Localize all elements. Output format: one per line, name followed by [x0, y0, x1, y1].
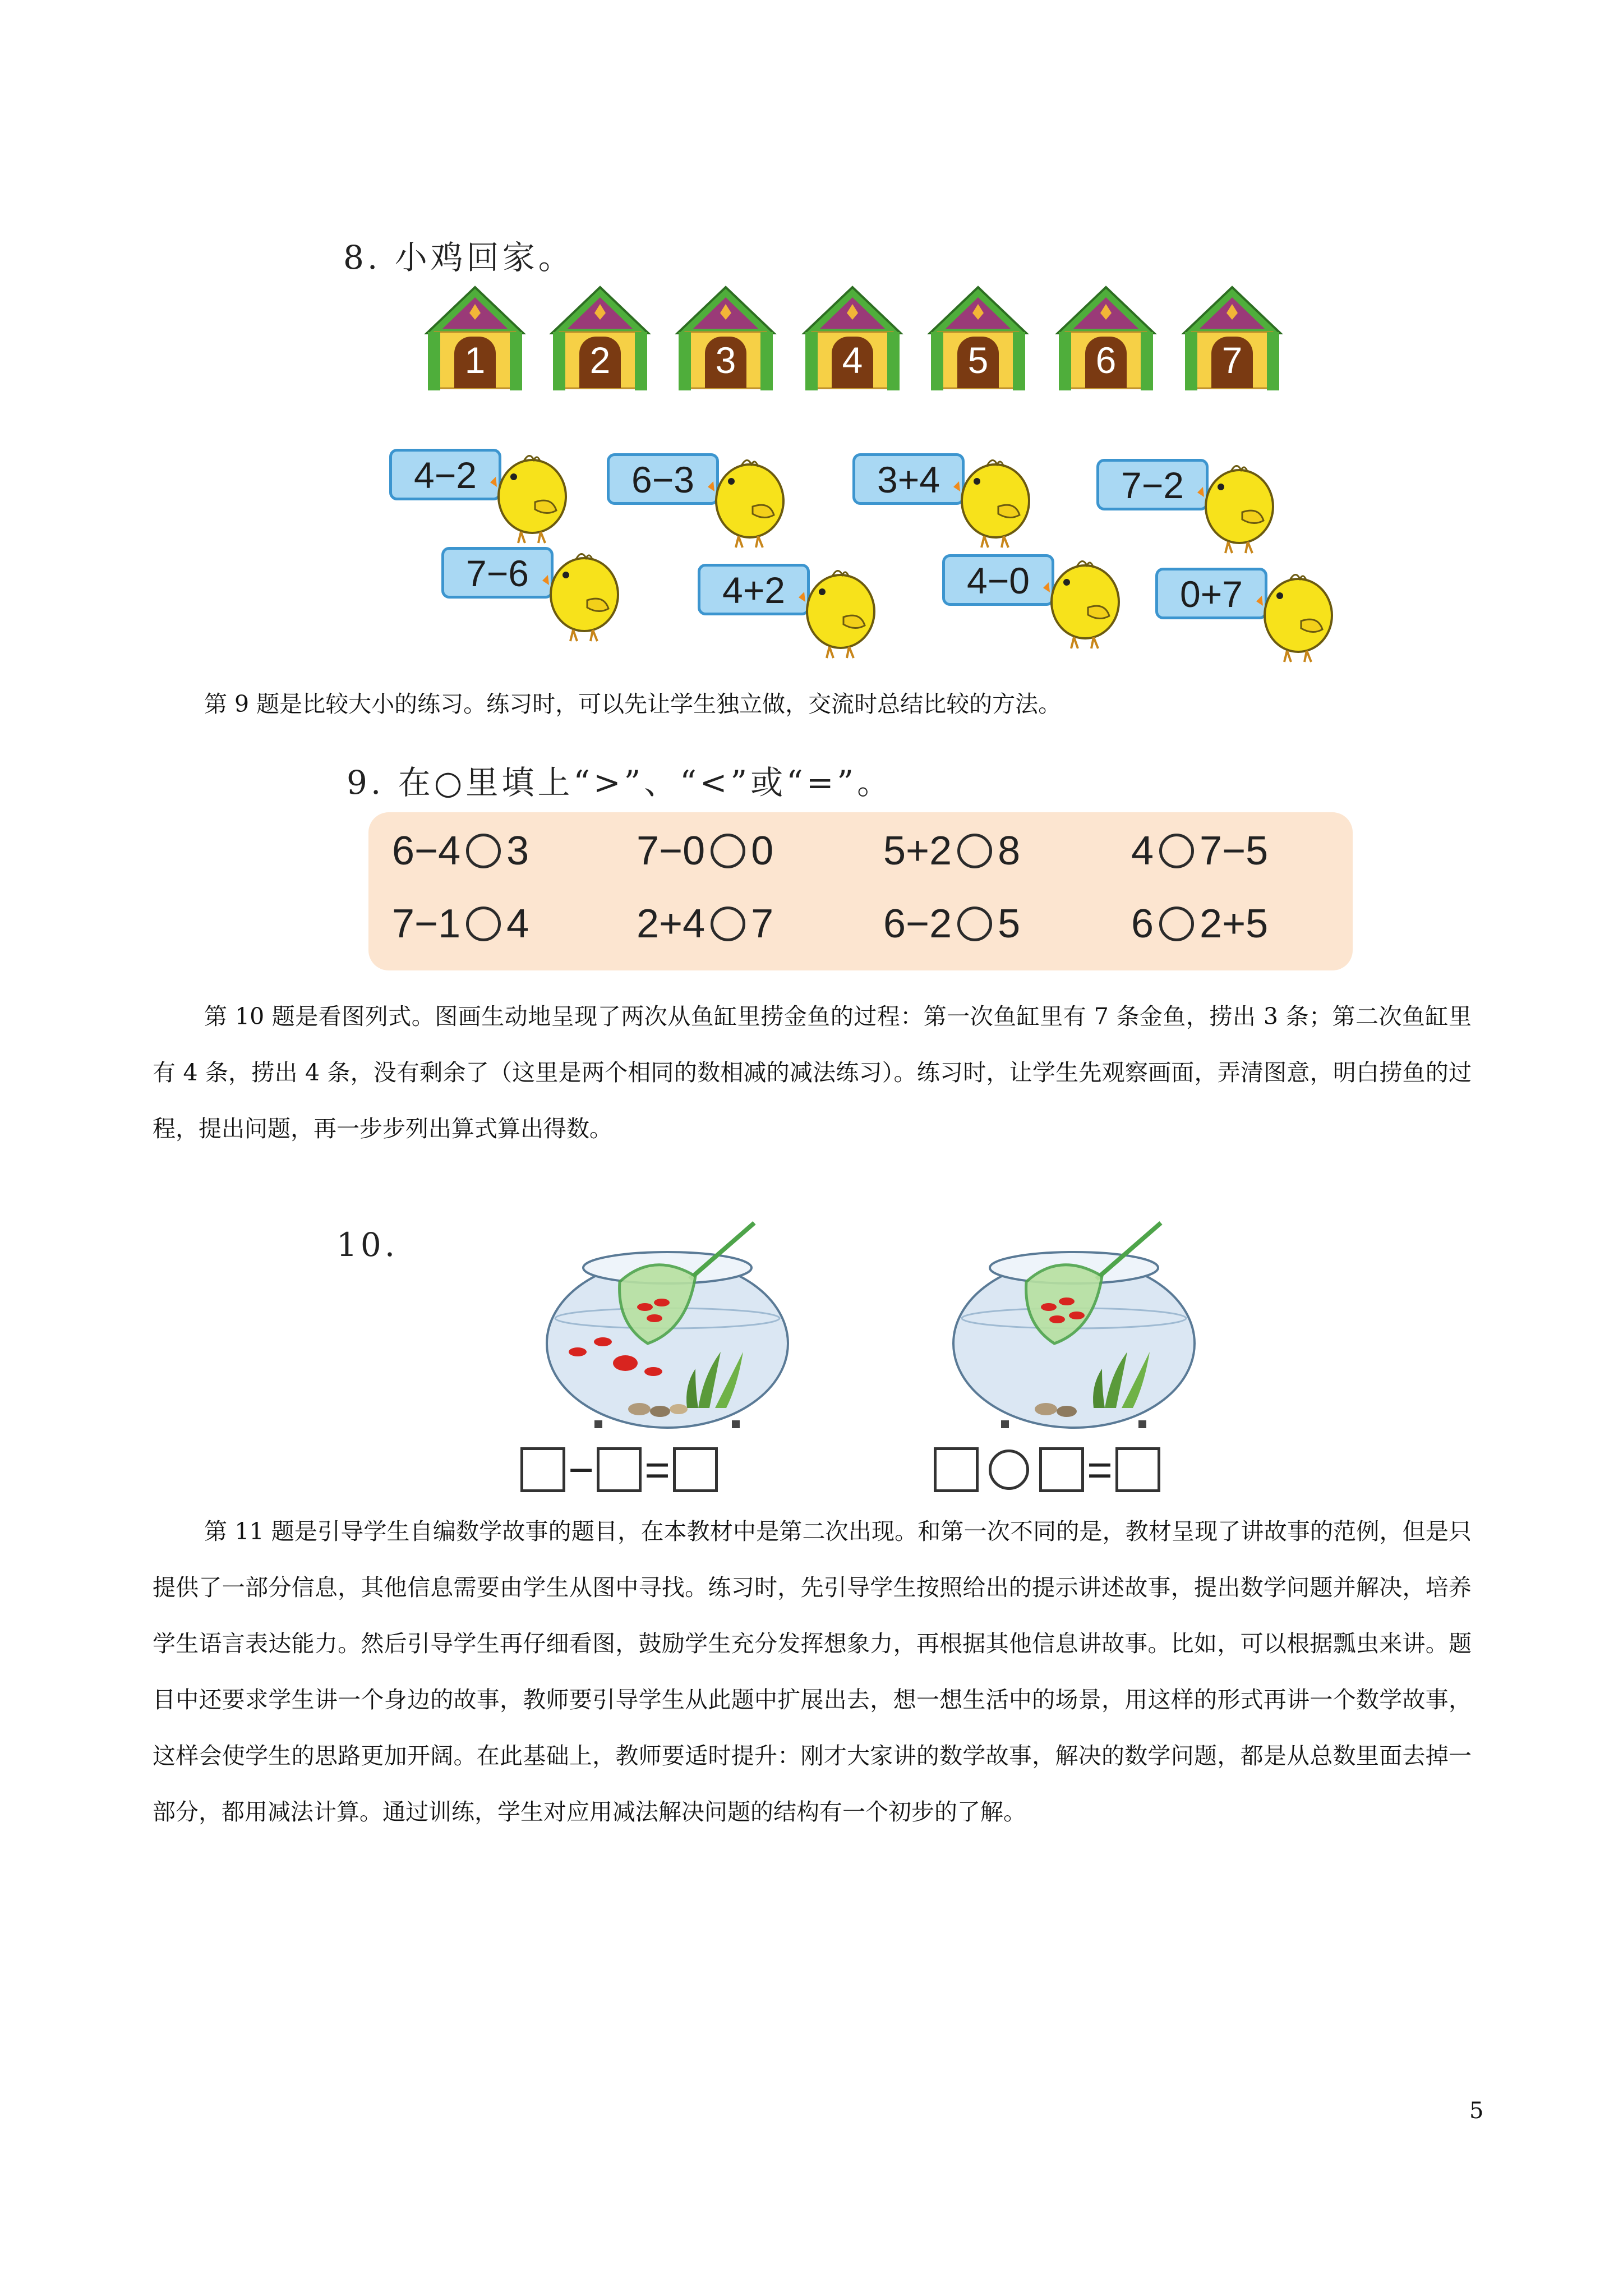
answer-box[interactable]: [1115, 1447, 1160, 1492]
house-number: 2: [589, 339, 611, 381]
chicken-house-7: [1181, 285, 1284, 392]
comparison-left: 6: [1131, 901, 1154, 946]
comparison-right: 3: [506, 829, 529, 873]
answer-circle[interactable]: [957, 834, 992, 868]
comparison-item: [637, 828, 773, 874]
answer-circle[interactable]: [466, 907, 501, 941]
chicken-house-4: [801, 285, 904, 392]
minus-sign: −: [568, 1445, 594, 1494]
chick-icon: [1043, 549, 1127, 650]
house-number: 1: [464, 339, 486, 381]
expression-card: 4+2: [698, 564, 810, 615]
operator-circle[interactable]: [989, 1450, 1029, 1490]
comparison-left: 4: [1131, 829, 1154, 873]
comparison-left: 6−2: [883, 901, 952, 946]
chicken-house-5: [926, 285, 1030, 392]
answer-box[interactable]: [597, 1447, 642, 1492]
note-exercise-10: 第 10 题是看图列式。图画生动地呈现了两次从鱼缸里捞金鱼的过程：第一次鱼缸里有 7 条金鱼，捞出 3 条；第二次鱼缸里有 4 条，捞出 4 条，没有剩余了（这里是两个相同的数相减的减法练习）。练习时，让学生先观察画面，弄清图意，明白捞鱼的过程，提出问题，再一步步列出算式算出得数。: [153, 1003, 1472, 1142]
comparison-right: 2+5: [1200, 901, 1269, 946]
answer-circle[interactable]: [466, 834, 501, 868]
equals-sign: =: [1087, 1445, 1113, 1494]
expression-card: 7−6: [441, 547, 554, 599]
expression-card: 6−3: [607, 453, 719, 505]
answer-circle[interactable]: [711, 907, 745, 941]
comparison-right: 4: [506, 901, 529, 946]
comparison-item: [392, 828, 529, 874]
house-number: 7: [1221, 339, 1243, 381]
equals-sign: =: [644, 1445, 670, 1494]
comparison-item: [1131, 901, 1268, 947]
comparison-left: 5+2: [883, 829, 952, 873]
house-number: 5: [967, 339, 989, 381]
comparison-right: 5: [998, 901, 1021, 946]
comparison-left: 7−0: [637, 829, 706, 873]
comparison-left: 7−1: [392, 901, 461, 946]
chick-icon: [708, 448, 792, 549]
note-exercise-9: 第 9 题是比较大小的练习。练习时，可以先让学生独立做，交流时总结比较的方法。: [204, 691, 1062, 717]
expression-card: 4−2: [389, 449, 501, 500]
exercise-10-title: 10.: [336, 1226, 399, 1264]
comparison-item: [637, 901, 773, 947]
page-number: 5: [1469, 2098, 1484, 2124]
house-number: 3: [715, 339, 736, 381]
house-number: 4: [842, 339, 863, 381]
comparison-item: [392, 901, 529, 947]
note-exercise-11: 第 11 题是引导学生自编数学故事的题目，在本教材中是第二次出现。和第一次不同的是，教材呈现了讲故事的范例，但是只提供了一部分信息，其他信息需要由学生从图中寻找。练习时，先引导学生按照给出的提示讲述故事，提出数学问题并解决，培养学生语言表达能力。然后引导学生再仔细看图，鼓励学生充分发挥想象力，再根据其他信息讲故事。比如，可以根据瓢虫来讲。题目中还要求学生讲一个身边的故事，教师要引导学生从此题中扩展出去，想一想生活中的场景，用这样的形式再讲一个数学故事，这样会使学生的思路更加开阔。在此基础上，教师要适时提升：刚才大家讲的数学故事，解决的数学问题，都是从总数里面去掉一部分，都用减法计算。通过训练，学生对应用减法解决问题的结构有一个初步的了解。: [153, 1518, 1472, 1825]
fishbowl-with-goldfish: [536, 1212, 799, 1436]
comparison-item: [883, 828, 1020, 874]
equation-blank: [934, 1447, 1160, 1492]
chicken-house-6: [1054, 285, 1158, 392]
answer-box[interactable]: [934, 1447, 979, 1492]
expression-card: 0+7: [1155, 568, 1267, 619]
chick-icon: [490, 443, 574, 544]
answer-box[interactable]: [1039, 1447, 1084, 1492]
exercise-8-title: 8. 小鸡回家。: [343, 238, 574, 277]
comparison-left: 2+4: [637, 901, 706, 946]
comparison-right: 0: [751, 829, 774, 873]
answer-circle[interactable]: [711, 834, 745, 868]
equation-subtraction: [520, 1447, 718, 1492]
comparison-right: 7−5: [1200, 829, 1269, 873]
expression-card: 4−0: [942, 554, 1054, 606]
answer-circle[interactable]: [1159, 907, 1194, 941]
answer-box[interactable]: [673, 1447, 718, 1492]
answer-box[interactable]: [520, 1447, 565, 1492]
comparison-item: [883, 901, 1020, 947]
house-number: 6: [1095, 339, 1117, 381]
exercise-9-title: 9. 在○里填上“>”、“<”或“=”。: [347, 763, 893, 802]
chick-icon: [1197, 453, 1281, 554]
answer-circle[interactable]: [1159, 834, 1194, 868]
chicken-house-3: [674, 285, 777, 392]
comparison-right: 8: [998, 829, 1021, 873]
answer-circle[interactable]: [957, 907, 992, 941]
comparison-panel: [368, 812, 1353, 970]
chicken-house-1: [423, 285, 527, 392]
comparison-right: 7: [751, 901, 774, 946]
chick-icon: [799, 558, 883, 659]
fishbowl-empty: [942, 1212, 1206, 1436]
chick-icon: [542, 541, 626, 642]
comparison-left: 6−4: [392, 829, 461, 873]
expression-card: 7−2: [1096, 459, 1209, 510]
chick-icon: [953, 448, 1038, 549]
chick-icon: [1256, 562, 1340, 663]
chicken-house-2: [548, 285, 652, 392]
expression-card: 3+4: [852, 453, 965, 505]
comparison-item: [1131, 828, 1268, 874]
